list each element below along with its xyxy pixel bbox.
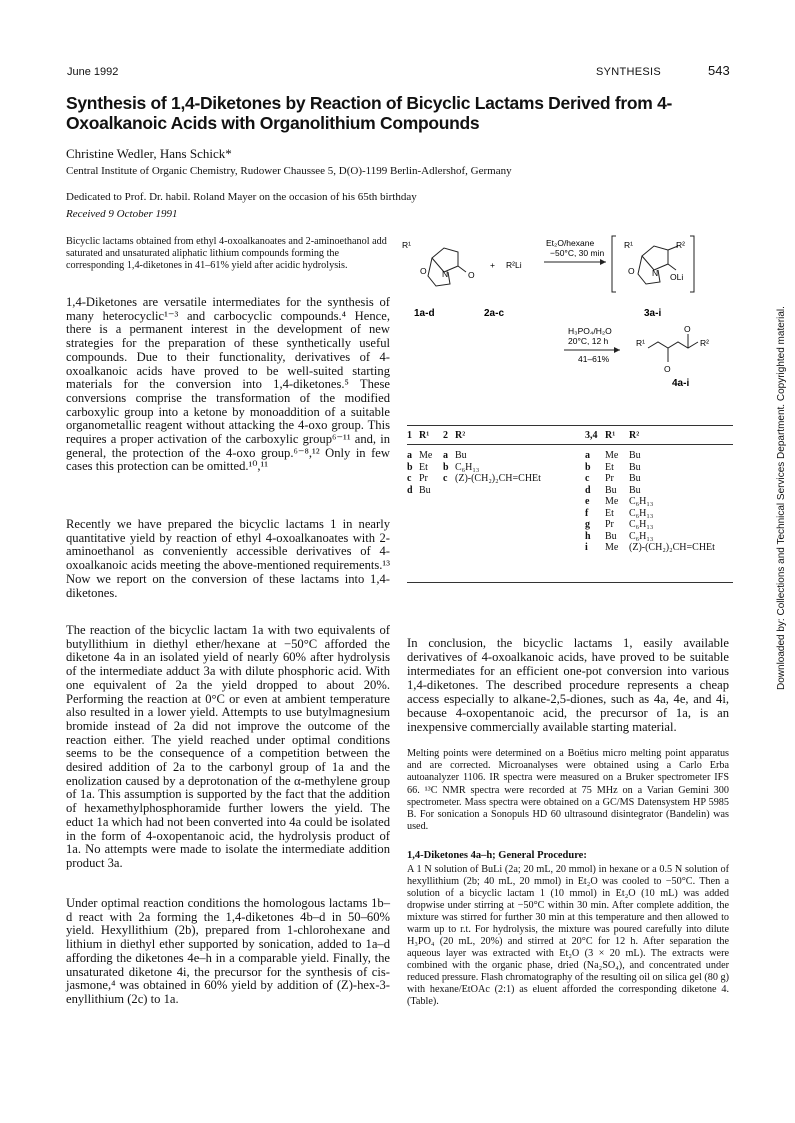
download-watermark: Downloaded by: Collections and Technical Services Department. Copyrighted material. — [776, 306, 787, 690]
ring-oxygen: O — [420, 266, 427, 276]
table-cell: C₆H₁₃ — [455, 461, 480, 473]
reaction-scheme — [398, 228, 748, 398]
col-header: R¹ — [605, 430, 616, 441]
col-header: R¹ — [419, 430, 430, 441]
table-cell: a — [443, 450, 448, 461]
table-row — [585, 462, 735, 474]
r1-label: R¹ — [402, 240, 411, 250]
procedure-title: 1,4-Diketones 4a–h; General Procedure: — [407, 850, 587, 861]
table-cell: Pr — [605, 473, 614, 484]
col-header: 1 — [407, 430, 412, 441]
abstract: Bicyclic lactams obtained from ethyl 4-oxoalkanoates and 2-aminoethanol add saturated and unsaturated aliphatic lithium compounds forming the corresponding 1,4-diketones in 41–61% yield after acidic hydrolysis. — [66, 236, 387, 271]
adduct-oli: OLi — [670, 272, 684, 282]
table-header-rule — [407, 444, 733, 445]
table-cell: Bu — [629, 473, 641, 484]
body-paragraph: 1,4-Diketones are versatile intermediates for the synthesis of many heterocyclic¹⁻³ and carbocyclic compounds.⁴ Hence, there is a permanent interest in the development of new strategies for the preparation of these synthetically useful compounds. Due to their functionality, derivatives of 4-oxoalkanoic acids have proved to be well-suited starting materials for the conversion into 1,4-diketones.⁵ These conversions comprise the transformation of the modified carboxylic group into a ketone by monoaddition of a suitable organometallic reagent without attacking the 4-oxo group. This requires a proper activation of the carboxylic group⁶⁻¹¹ and, in general, the protection of the 4-oxo group.⁶⁻⁸,¹² Only in few cases this protection can be omitted.¹⁰,¹¹ — [66, 295, 390, 474]
conclusion-paragraph: In conclusion, the bicyclic lactams 1, easily available derivatives of 4-oxoalkanoic acids, have proved to be suitable intermediates for an efficient one-pot conversion into various 1,4-diketones. The described procedure represents a cheap access especially to alkane-2,5-diones, such as 4a, 4e, and 4i, because 4-oxopentanoic acid, the precursor of 1a, is an inexpensive commercially available starting material. — [407, 636, 729, 734]
product-r2: R² — [700, 338, 709, 348]
table-row — [585, 496, 735, 508]
product-oxygen-2: O — [684, 324, 691, 334]
table-cell: Me — [419, 450, 433, 461]
lactam-structure — [428, 248, 466, 286]
table-cell: h — [585, 530, 591, 542]
col-header: 2 — [443, 430, 448, 441]
table-row — [585, 485, 735, 497]
table-cell: d — [407, 484, 413, 496]
ring-nitrogen: N — [442, 269, 449, 279]
plus-sign: + — [490, 260, 495, 270]
table-cell: (Z)-(CH₂)₂CH=CHEt — [455, 473, 541, 484]
carbonyl-oxygen: O — [468, 270, 475, 280]
table-cell: g — [585, 519, 590, 530]
adduct-oxygen: O — [628, 266, 635, 276]
table-cell: d — [585, 484, 591, 496]
table-cell: Bu — [605, 530, 617, 542]
table-cell: c — [407, 473, 412, 484]
arrow1-reagent: Et₂O/hexane — [546, 238, 595, 248]
table-cell: Pr — [419, 473, 428, 484]
table-cell: b — [443, 461, 449, 473]
table-cell: Me — [605, 450, 619, 461]
table-row — [407, 485, 577, 497]
table-cell: C₆H₁₃ — [629, 496, 654, 507]
table-row — [585, 542, 735, 554]
table-row — [407, 473, 577, 485]
table-cell: e — [585, 496, 590, 507]
table-row — [585, 519, 735, 531]
arrow2-conditions: 20°C, 12 h — [568, 336, 609, 346]
body-paragraph: Recently we have prepared the bicyclic lactams 1 in nearly quantitative yield by reaction of ethyl 4-oxoalkanoates with 2-aminoethanol as conveniently accessible derivatives of 4-oxoalkanoic acids meeting the above-mentioned requirements.¹³ Now we report on the conversion of these lactams into 1,4-diketones. — [66, 517, 390, 600]
table-row — [407, 462, 577, 474]
table-cell: C₆H₁₃ — [629, 519, 654, 530]
table-cell: i — [585, 542, 588, 553]
product-r1: R¹ — [636, 338, 645, 348]
page-number: 543 — [708, 63, 730, 78]
table-row — [585, 531, 735, 543]
procedure-text: A 1 N solution of BuLi (2a; 20 mL, 20 mmol) in hexane or a 0.5 N solution of hexyllithium (2b; 40 mL, 20 mmol) in Et₂O was cooled to −50°C. Then a solution of a bicyclic lactam 1 (10 mmol) in Et₂O (10 mL) was added dropwise under stirring at −50°C within 30 min. After complete addition, the mixture was stirred for further 30 min at this temperature and then allowed to warm up to r.t. For hydrolysis, the mixture was poured carefully into dilute H₃PO₄ (20 mL, 20%) and stirred at 20°C for 12 h. After separation the aqueous layer was extracted with Et₂O (3 × 20 mL). The extracts were combined with the organic phase, dried (Na₂SO₄), and concentrated under reduced pressure. Flash chromatography of the resulting oil on silica gel (80 g) with hexane/EtOAc (2:1) as eluent afforded the corresponding diketone 4. (Table). — [407, 864, 729, 1007]
table-bottom-rule — [407, 582, 733, 583]
table-cell: a — [407, 450, 412, 461]
table-cell: Bu — [629, 450, 641, 461]
compound-label-4: 4a-i — [672, 378, 690, 389]
experimental-note: Melting points were determined on a Boëtius micro melting point apparatus and are corrected. Microanalyses were obtained using a Carlo Erba autoanalyzer 1106. IR spectra were measured on a Bruker spectrometer IFS 66. ¹³C NMR spectra were recorded at 75 MHz on a Varian Gemini 300 spectrometer. Mass spectra were obtained on a GC/MS Datensystem HP 5985 B. For sonication a Sonopuls HD 60 ultrasound disintegrator (Bandelin) was used. — [407, 748, 729, 833]
table-cell: c — [443, 473, 448, 484]
running-date: June 1992 — [67, 66, 119, 78]
table-top-rule — [407, 425, 733, 426]
table-cell: Bu — [605, 484, 617, 496]
table-cell: C₆H₁₃ — [629, 530, 654, 542]
body-paragraph: The reaction of the bicyclic lactam 1a with two equivalents of butyllithium in diethyl ether/hexane at −50°C afforded the diketone 4a in an isolated yield of nearly 60% after hydrolysis of the intermediate adduct 3a with dilute phosphoric acid. With one equivalent of 2a the yield dropped to about 20%. Performing the reaction at 0°C or even at ambient temperature also resulted in a lower yield. Attempts to use butylmagnesium bromide instead of 2a did not improve the outcome of the reaction either. The yield reached under optimal conditions seems to be the consequence of a competition between the desired addition of 2a to the carbonyl group of 1a and the enolization caused by a deprotonation of the α-methylene group of 1a. This assumption is supported by the fact that the addition of hexamethylphosphoramide further lowers the yield. The educt 1a which had not been converted into 4a could be isolated in the form of 4-oxopentanoic acid, the hydrolysis product of 1a. No attempts were made to isolate the intermediate addition product 3a. — [66, 623, 390, 870]
compound-label-1: 1a-d — [414, 308, 435, 319]
arrow1-conditions: −50°C, 30 min — [550, 248, 605, 258]
col-header: R² — [629, 430, 640, 441]
table-cell: b — [585, 461, 591, 473]
article-title: Synthesis of 1,4-Diketones by Reaction of Bicyclic Lactams Derived from 4-Oxoalkanoic Acids with Organolithium Compounds — [66, 93, 673, 133]
table-cell: Pr — [605, 519, 614, 530]
table-cell: Et — [605, 461, 614, 473]
table-row — [585, 473, 735, 485]
adduct-r1: R¹ — [624, 240, 633, 250]
compound-label-2: 2a-c — [484, 308, 505, 319]
diketone-structure — [648, 334, 698, 362]
table-cell: Bu — [419, 484, 431, 496]
table-cell: (Z)-(CH₂)₂CH=CHEt — [629, 542, 715, 553]
table-cell: b — [407, 461, 413, 473]
dedication: Dedicated to Prof. Dr. habil. Roland Mayer on the occasion of his 65th birthday — [66, 191, 417, 203]
table-row — [585, 508, 735, 520]
arrow2-yield: 41–61% — [578, 354, 610, 364]
table-header — [407, 430, 733, 442]
journal-name: SYNTHESIS — [596, 66, 662, 78]
affiliation: Central Institute of Organic Chemistry, Rudower Chaussee 5, D(O)-1199 Berlin-Adlershof, Germany — [66, 165, 512, 177]
organolithium: R²Li — [506, 260, 522, 270]
table-right-block — [585, 450, 735, 554]
table-row — [407, 450, 577, 462]
received-date: Received 9 October 1991 — [66, 208, 178, 220]
arrow2-reagent: H₃PO₄/H₂O — [568, 326, 612, 336]
table-cell: C₆H₁₃ — [629, 507, 654, 519]
table-row — [585, 450, 735, 462]
adduct-r2: R² — [676, 240, 685, 250]
body-paragraph: Under optimal reaction conditions the homologous lactams 1b–d react with 2a forming the 1,4-diketones 4b–d in 50–60% yield. Hexyllithium (2b), prepared from 1-chlorohexane and lithium in diethyl ether supported by sonication, added to 1a–d affording the diketones 4e–h in a comparable yield. Finally, the unsaturated diketone 4i, the precursor for the synthesis of cis-jasmone,⁴ was obtained in 60% yield by addition of (Z)-hex-3-enyllithium (2c) to 1a. — [66, 896, 390, 1006]
product-oxygen-1: O — [664, 364, 671, 374]
col-header: R² — [455, 430, 466, 441]
authors: Christine Wedler, Hans Schick* — [66, 146, 232, 161]
table-cell: c — [585, 473, 590, 484]
adduct-nitrogen: N — [652, 268, 659, 278]
table-cell: f — [585, 507, 589, 519]
compound-label-3: 3a-i — [644, 308, 662, 319]
table-cell: Et — [605, 507, 614, 519]
col-header: 3,4 — [585, 430, 598, 441]
table-left-block — [407, 450, 577, 496]
table-cell: Bu — [629, 461, 641, 473]
table-cell: Me — [605, 542, 619, 553]
table-cell: Me — [605, 496, 619, 507]
table-cell: Et — [419, 461, 428, 473]
table-cell: Bu — [455, 450, 467, 461]
table-cell: a — [585, 450, 590, 461]
table-cell: Bu — [629, 484, 641, 496]
